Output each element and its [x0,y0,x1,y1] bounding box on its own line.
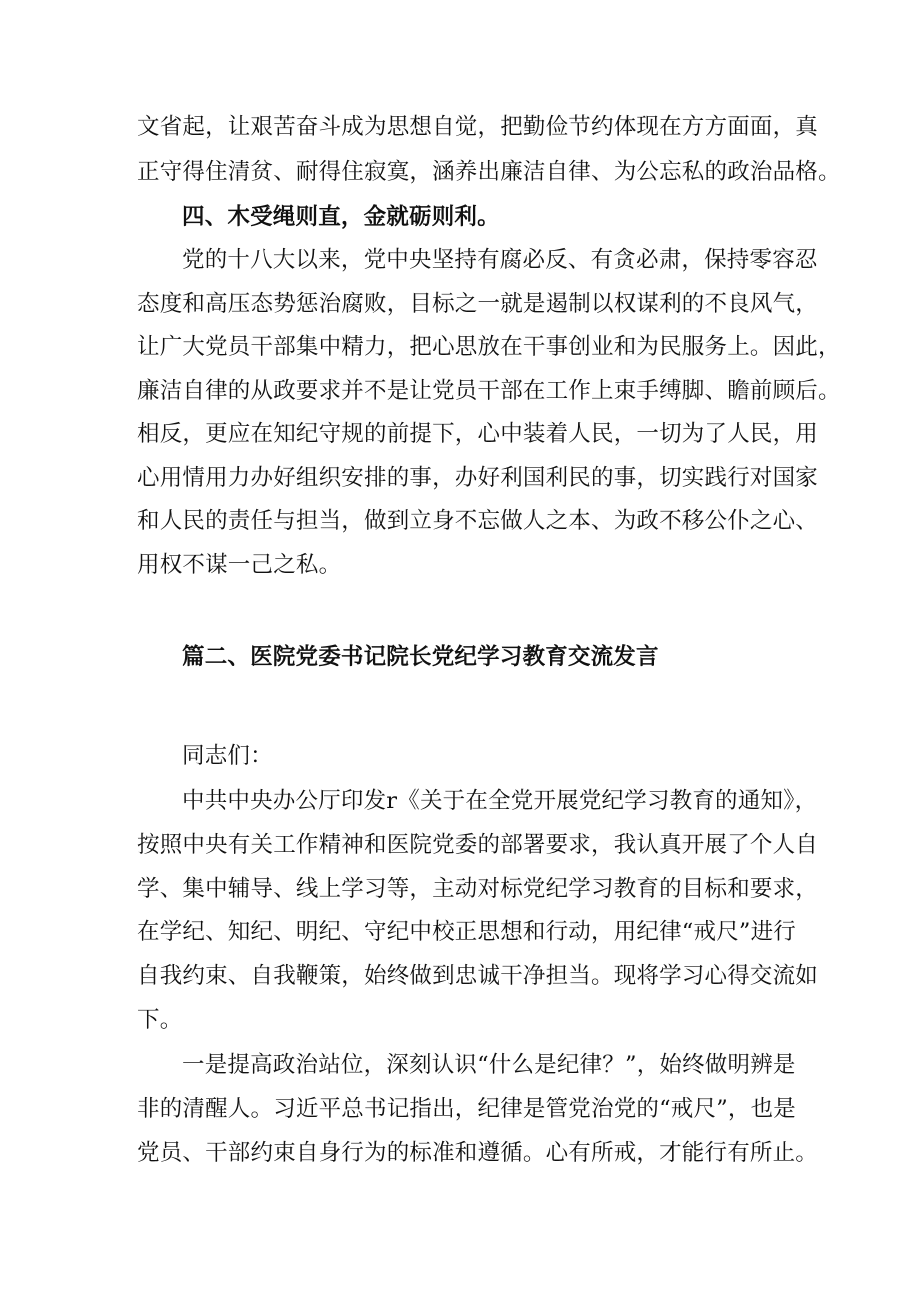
text-line: 按照中央有关工作精神和医院党委的部署要求，我认真开展了个人自 [137,832,819,858]
text-line: 自我约束、自我鞭策，始终做到忠诚干净担当。现将学习心得交流如 [137,963,819,989]
text-line: 中共中央办公厅印发r《关于在全党开展党纪学习教育的通知》， [182,788,818,814]
text-line: 下。 [137,1007,183,1033]
text-line: 让广大党员干部集中精力，把心思放在干事创业和为民服务上。因此， [137,334,841,360]
salutation: 同志们： [182,743,273,769]
text-line: 在学纪、知纪、明纪、守纪中校正思想和行动，用纪律“戒尺”进行 [137,919,797,945]
text-line: 非的清醒人。习近平总书记指出，纪律是管党治党的“戒尺”，也是 [137,1096,797,1122]
text-line: 正守得住清贫、耐得住寂寞，涵养出廉洁自律、为公忘私的政治品格。 [137,159,841,185]
text-line: 一是提高政治站位，深刻认识“什么是纪律？”，始终做明辨是 [182,1052,796,1078]
section-heading: 四、木受绳则直，金就砺则利。 [182,204,500,230]
article-title: 篇二、医院党委书记院长党纪学习教育交流发言 [182,644,659,670]
text-line: 党的十八大以来，党中央坚持有腐必反、有贪必肃，保持零容忍 [182,247,818,273]
text-line: 党员、干部约束自身行为的标准和遵循。心有所戒，才能行有所止。 [137,1140,819,1166]
text-line: 心用情用力办好组织安排的事，办好利国利民的事，切实践行对国家 [137,465,819,491]
text-line: 廉洁自律的从政要求并不是让党员干部在工作上束手缚脚、瞻前顾后。 [137,378,841,404]
text-line: 学、集中辅导、线上学习等，主动对标党纪学习教育的目标和要求， [137,876,819,902]
text-line: 用权不谋一己之私。 [137,552,342,578]
text-line: 文省起，让艰苦奋斗成为思想自觉，把勤俭节约体现在方方面面，真 [137,114,819,140]
text-line: 相反，更应在知纪守规的前提下，心中装着人民，一切为了人民，用 [137,421,819,447]
text-line: 和人民的责任与担当，做到立身不忘做人之本、为政不移公仆之心、 [137,508,819,534]
text-line: 态度和高压态势惩治腐败，目标之一就是遏制以权谋利的不良风气， [137,291,819,317]
